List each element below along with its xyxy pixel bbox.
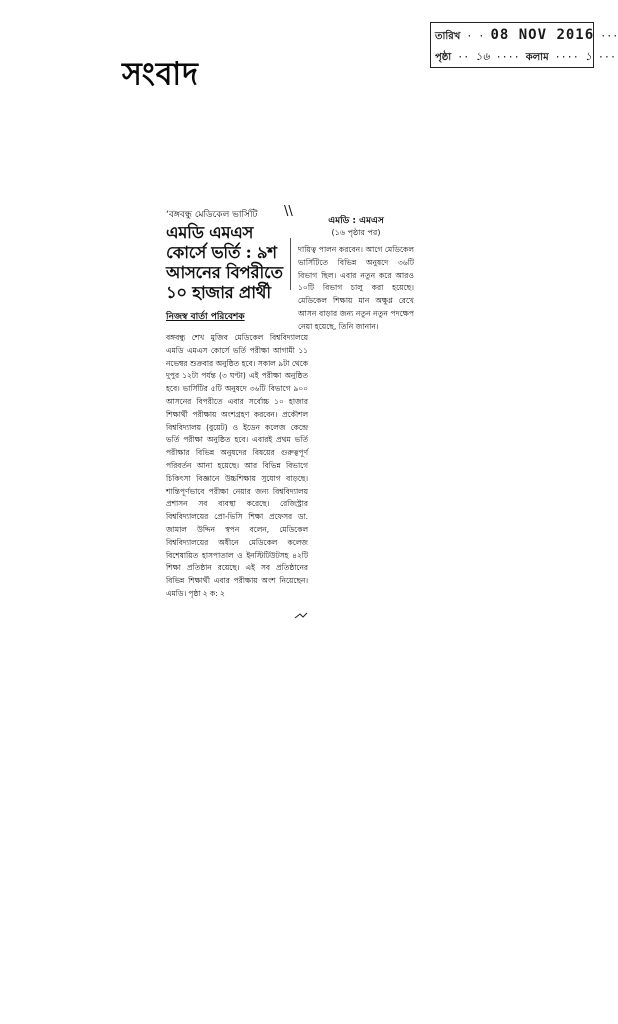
headline-line: ১০ হাজার প্রার্থী	[166, 283, 271, 302]
continuation-head: এমডি : এমএস	[328, 216, 384, 226]
stamp-trailing-dots: ···	[591, 52, 616, 63]
stamp-separator: ····	[489, 52, 526, 63]
stamp-page-row	[435, 48, 616, 67]
article-byline: নিজস্ব বার্তা পরিবেশক	[166, 312, 245, 322]
headline-line: এমডি এমএস	[166, 223, 254, 242]
continuation-article	[298, 216, 414, 334]
stamp-separator: ····	[548, 52, 585, 63]
stamp-column-label: কলাম	[525, 52, 549, 63]
continuation-body: দায়িত্ব পালন করবেন। আগে মেডিকেল ভার্সিটিতে বিভিন্ন অনুষদে ৩৬টি বিভাগ ছিল। এবার নতুন করে আরও ১০টি বিভাগ চালু করা হয়েছে। মেডিকেল শিক্ষায় মান অক্ষুণ্ণ রেখে আসন বাড়ার জন্য নতুন নতুন পদক্ষেপ নেয়া হয়েছে, তিনি জানান।	[298, 245, 414, 331]
article-headline	[166, 223, 308, 303]
article-body: বঙ্গবন্ধু শেখ মুজিব মেডিকেল বিশ্ববিদ্যালয়ে এমডি এমএস কোর্সে ভর্তি পরীক্ষা আগামী ১১ নভেম্বর শুক্রবার অনুষ্ঠিত হবে। সকাল ৯টা থেকে দুপুর ১২টা পর্যন্ত (৩ ঘণ্টা) এই পরীক্ষা অনুষ্ঠিত হবে। ভার্সিটির ৫টি অনুষদে ৩৬টি বিভাগে ৯০০ আসনের বিপরীতে এবার সর্বোচ্চ ১০ হাজার শিক্ষার্থী পরীক্ষায় অংশগ্রহণ করবেন। প্রকৌশল বিশ্ববিদ্যালয় (বুয়েট) ও ইডেন কলেজ কেন্দ্রে ভর্তি পরীক্ষা অনুষ্ঠিত হবে। এবারই প্রথম ভর্তি পরীক্ষার বিভিন্ন অনুষদের বিষয়ের গুরুত্বপূর্ণ পরিবর্তন আনা হয়েছে। আর বিভিন্ন বিভাগে চিকিৎসা বিজ্ঞানে উচ্চশিক্ষায় সুযোগ বাড়ছে। শান্তিপূর্ণভাবে পরীক্ষা নেয়ার জন্য বিশ্ববিদ্যালয় প্রশাসন সব ব্যবস্থা করেছে। রেজিস্ট্রার বিশ্ববিদ্যালয়ের প্রো-ভিসি শিক্ষা প্রফেসর ডা. জামাল উদ্দিন স্বপন বলেন, মেডিকেল বিশ্ববিদ্যালয়ের অধীনে মেডিকেল কলেজ বিশেষায়িত হাসপাতাল ও ইনস্টিটিউটসহ ৪২টি শিক্ষা প্রতিষ্ঠান রয়েছে। এই সব প্রতিষ্ঠানের বিভিন্ন শিক্ষার্থী এবার পরীক্ষায় অংশ নিয়েছেন। এমডি। পৃষ্ঠা ২ ক: ২	[166, 333, 308, 598]
article-kicker: ‘বঙ্গবন্ধু মেডিকেল ভার্সিটি	[166, 210, 258, 220]
column-rule	[290, 238, 291, 290]
stamp-trailing-dots: ···	[594, 31, 618, 42]
stamp-date-label: তারিখ	[435, 31, 461, 42]
date-stamp	[430, 22, 618, 68]
stamp-date-value: 08 NOV 2016	[490, 27, 595, 43]
stamp-page-label: পৃষ্ঠা	[435, 52, 452, 63]
end-mark-icon	[294, 612, 308, 613]
headline-line: কোর্সে ভর্তি : ৯শ	[166, 243, 277, 262]
main-article	[166, 204, 308, 601]
stamp-column-value: ১	[584, 50, 592, 63]
stamp-separator: ··	[451, 52, 476, 63]
newspaper-masthead: সংবাদ	[122, 56, 199, 93]
stamp-date-row	[435, 27, 618, 46]
continuation-jump-line: (১৬ পৃষ্ঠার পর)	[331, 228, 381, 237]
stamp-page-value: ১৬	[475, 50, 490, 63]
quote-mark-icon: \\	[284, 204, 293, 219]
headline-line: আসনের বিপরীতে	[166, 263, 283, 282]
stamp-separator: · ·	[460, 31, 491, 42]
